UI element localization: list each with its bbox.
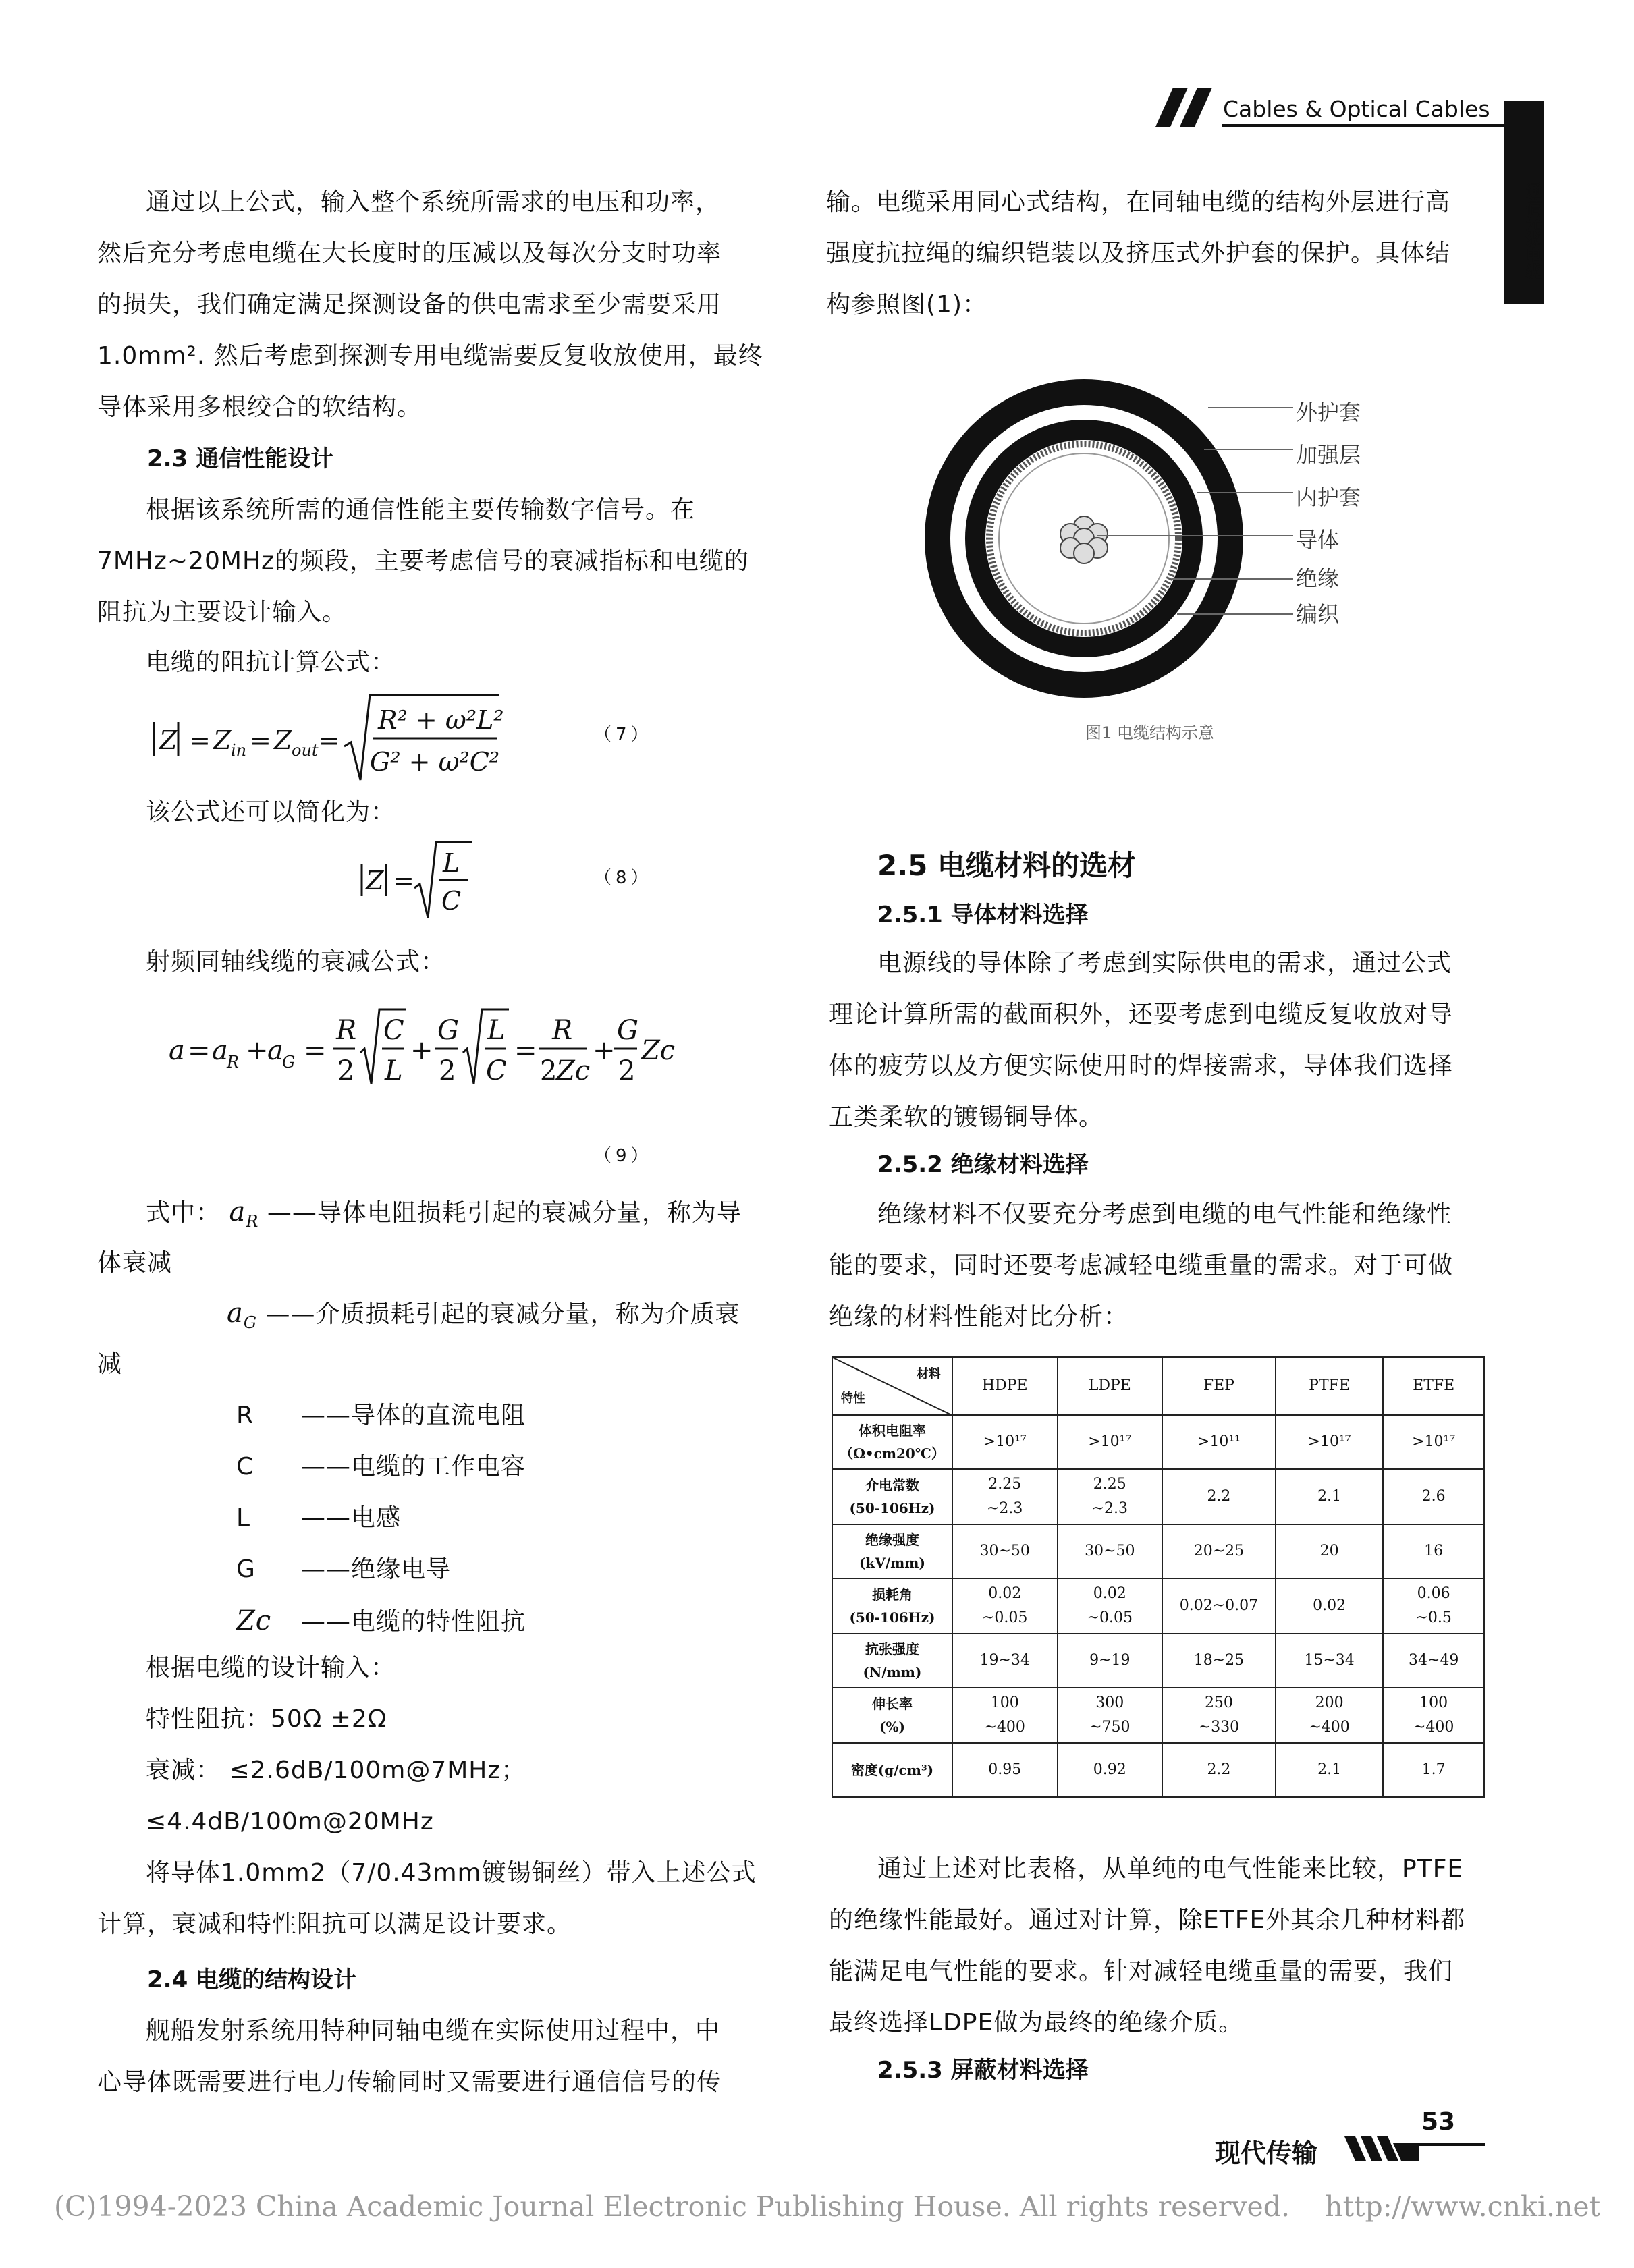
text-line: 绝缘的材料性能对比分析： xyxy=(829,1303,1129,1331)
table-value-cell: 19~34 xyxy=(952,1634,1058,1688)
text-line: 能满足电气性能的要求。针对减轻电缆重量的需要，我们 xyxy=(829,1958,1454,1985)
text-line: 最终选择LDPE做为最终的绝缘介质。 xyxy=(829,2009,1244,2037)
def-desc: ——电感 xyxy=(301,1504,402,1532)
aR-symbol: $a_R$ xyxy=(229,1196,259,1231)
svg-text:C: C xyxy=(486,1055,507,1086)
table-value-cell: 34~49 xyxy=(1383,1634,1484,1688)
equation-9 xyxy=(169,1004,682,1099)
figure-caption: 图1 电缆结构示意 xyxy=(1085,723,1214,742)
left-paragraph-2 xyxy=(97,485,765,638)
text-line: 根据电缆的设计输入： xyxy=(146,1654,396,1682)
header-slash-icon xyxy=(1141,86,1222,128)
svg-text:=: = xyxy=(189,725,211,755)
table-value-cell: 16 xyxy=(1383,1524,1484,1578)
table-header-cell: PTFE xyxy=(1276,1357,1384,1415)
aG-desc-cont: 减 xyxy=(97,1350,123,1378)
text-line: 根据该系统所需的通信性能主要传输数字信号。在 xyxy=(146,496,696,524)
svg-text:in: in xyxy=(231,741,247,760)
text-line: 特性阻抗：50Ω ±2Ω xyxy=(146,1705,387,1733)
property-line: (%) xyxy=(879,1719,905,1735)
copyright-line: (C)1994-2023 China Academic Journal Electronic Publishing House. All rights reserved. http://www.cnki.net xyxy=(54,2190,1601,2223)
svg-text:a: a xyxy=(267,1035,283,1066)
text-line: 电源线的导体除了考虑到实际供电的需求，通过公式 xyxy=(877,949,1452,977)
journal-title-en: Cables & Optical Cables xyxy=(1223,96,1490,122)
svg-text:L: L xyxy=(385,1055,403,1086)
equation-8 xyxy=(358,837,479,924)
label-inner-sheath: 内护套 xyxy=(1296,485,1361,510)
table-value-cell: 15~34 xyxy=(1276,1634,1384,1688)
svg-text:Z: Z xyxy=(366,866,384,895)
text-line: 五类柔软的镀锡铜导体。 xyxy=(829,1103,1104,1131)
table-property-cell xyxy=(832,1743,952,1797)
table-header-cell: HDPE xyxy=(952,1357,1058,1415)
svg-text:Z: Z xyxy=(274,725,292,755)
property-line: (50-106Hz) xyxy=(849,1609,935,1626)
label-reinforcement: 加强层 xyxy=(1296,442,1361,468)
equation-9-number: （9） xyxy=(594,1146,653,1166)
aR-desc-cont: 体衰减 xyxy=(97,1249,173,1277)
table-property-cell xyxy=(832,1634,952,1688)
table-value-cell: 2.6 xyxy=(1383,1469,1484,1524)
table-value-cell: >10¹¹ xyxy=(1162,1415,1276,1469)
text-line: 理论计算所需的截面积外，还要考虑到电缆反复收放对导 xyxy=(829,1001,1454,1028)
left-paragraph-3 xyxy=(97,2006,765,2108)
text-line: 体的疲劳以及方便实际使用时的焊接需求，导体我们选择 xyxy=(829,1052,1454,1080)
right-paragraph-1 xyxy=(826,177,1494,331)
text-line: 的损失，我们确定满足探测设备的供电需求至少需要采用 xyxy=(97,291,722,319)
svg-text:+: + xyxy=(593,1035,616,1066)
table-value-cell: 0.06 ~0.5 xyxy=(1383,1578,1484,1634)
property-line: (N/mm) xyxy=(863,1664,922,1680)
table-value-cell: 1.7 xyxy=(1383,1743,1484,1797)
table-header-cell: LDPE xyxy=(1058,1357,1163,1415)
table-value-cell: 2.25 ~2.3 xyxy=(952,1469,1058,1524)
property-line: (kV/mm) xyxy=(859,1555,925,1571)
table-value-cell: 100 ~400 xyxy=(1383,1688,1484,1743)
equation-7 xyxy=(148,688,526,790)
where-label: 式中： xyxy=(146,1199,221,1227)
aG-desc: ——介质损耗引起的衰减分量，称为介质衰 xyxy=(265,1300,740,1328)
table-header-cell: FEP xyxy=(1162,1357,1276,1415)
property-line: 损耗角 xyxy=(871,1586,913,1603)
text-line: 1.0mm². 然后考虑到探测专用电缆需要反复收放使用，最终 xyxy=(97,342,763,370)
section-heading-2-5: 2.5 电缆材料的选材 xyxy=(877,849,1137,882)
def-row xyxy=(236,1493,709,1544)
def-row xyxy=(236,1390,709,1441)
right-paragraph-4 xyxy=(829,1844,1497,2049)
svg-text:=: = xyxy=(304,1035,327,1066)
property-line: 伸长率 xyxy=(871,1696,913,1712)
table-value-cell: 0.02 ~0.05 xyxy=(952,1578,1058,1634)
svg-text:Z: Z xyxy=(213,725,232,755)
svg-text:=: = xyxy=(250,725,271,755)
text-line: 的绝缘性能最好。通过对计算，除ETFE外其余几种材料都 xyxy=(829,1906,1466,1934)
text-line: 绝缘材料不仅要充分考虑到电缆的电气性能和绝缘性 xyxy=(877,1200,1452,1228)
label-insulation: 绝缘 xyxy=(1296,565,1340,591)
equation-8-number: （8） xyxy=(594,868,653,888)
property-line: 体积电阻率 xyxy=(858,1422,926,1439)
table-property-cell xyxy=(832,1688,952,1743)
property-line: 抗张强度 xyxy=(865,1641,919,1657)
table-value-cell: 100 ~400 xyxy=(952,1688,1058,1743)
table-row xyxy=(832,1415,1484,1469)
svg-text:+: + xyxy=(410,1035,433,1066)
text-line: 导体采用多根绞合的软结构。 xyxy=(97,393,423,421)
svg-text:R: R xyxy=(227,1053,240,1072)
svg-text:L: L xyxy=(487,1015,506,1046)
table-value-cell: 300 ~750 xyxy=(1058,1688,1163,1743)
svg-text:G: G xyxy=(437,1015,459,1046)
header-rule xyxy=(1222,124,1505,127)
table-property-cell xyxy=(832,1524,952,1578)
svg-text:=: = xyxy=(514,1035,537,1066)
property-line: （Ω•cm20℃） xyxy=(840,1445,945,1462)
aG-symbol: $a_G$ xyxy=(227,1298,258,1332)
table-value-cell: >10¹⁷ xyxy=(1058,1415,1163,1469)
property-line: 绝缘强度 xyxy=(865,1532,919,1548)
corner-bottom-label: 特性 xyxy=(841,1391,865,1406)
section-heading-2-5-1: 2.5.1 导体材料选择 xyxy=(877,902,1089,929)
table-header-row xyxy=(832,1357,1484,1415)
footer-rule xyxy=(1417,2143,1485,2146)
table-corner-cell xyxy=(832,1357,952,1415)
text-line: 阻抗为主要设计输入。 xyxy=(97,599,348,626)
table-row xyxy=(832,1469,1484,1524)
svg-text:R: R xyxy=(336,1015,357,1046)
def-symbol: C xyxy=(236,1453,254,1481)
material-comparison-table xyxy=(832,1356,1485,1798)
footer-slash-icon xyxy=(1344,2135,1419,2162)
svg-text:G² + ω²C²: G² + ω²C² xyxy=(370,747,500,777)
text-line: 能的要求，同时还要考虑减轻电缆重量的需求。对于可做 xyxy=(829,1252,1454,1279)
svg-text:C: C xyxy=(383,1015,404,1046)
text-line: 舰船发射系统用特种同轴电缆在实际使用过程中，中 xyxy=(146,2017,721,2045)
text-line: 心导体既需要进行电力传输同时又需要进行通信信号的传 xyxy=(97,2068,722,2096)
aR-desc: ——导体电阻损耗引起的衰减分量，称为导 xyxy=(267,1199,742,1227)
table-value-cell: 20~25 xyxy=(1162,1524,1276,1578)
table-property-cell xyxy=(832,1415,952,1469)
section-heading-2-3: 2.3 通信性能设计 xyxy=(147,445,334,472)
table-value-cell: 0.02~0.07 xyxy=(1162,1578,1276,1634)
text-line: 强度抗拉绳的编织铠装以及挤压式外护套的保护。具体结 xyxy=(826,240,1451,267)
text-line: 输。电缆采用同心式结构，在同轴电缆的结构外层进行高 xyxy=(826,188,1451,216)
table-value-cell: 2.2 xyxy=(1162,1743,1276,1797)
property-line: 介电常数 xyxy=(865,1477,919,1493)
property-line: (50-106Hz) xyxy=(849,1500,935,1516)
svg-text:=: = xyxy=(393,866,414,895)
svg-text:+: + xyxy=(246,1035,269,1066)
table-row xyxy=(832,1524,1484,1578)
table-property-cell xyxy=(832,1469,952,1524)
table-value-cell: 0.95 xyxy=(952,1743,1058,1797)
table-row xyxy=(832,1634,1484,1688)
svg-text:C: C xyxy=(441,886,462,916)
def-symbol: L xyxy=(236,1504,251,1532)
table-value-cell: 0.02 xyxy=(1276,1578,1384,1634)
table-value-cell: 30~50 xyxy=(952,1524,1058,1578)
label-conductor: 导体 xyxy=(1296,527,1340,553)
svg-text:=: = xyxy=(188,1035,211,1066)
table-row xyxy=(832,1688,1484,1743)
text-line: 计算，衰减和特性阻抗可以满足设计要求。 xyxy=(97,1910,572,1938)
table-value-cell: 2.1 xyxy=(1276,1743,1384,1797)
page-number: 53 xyxy=(1421,2108,1456,2136)
def-symbol: G xyxy=(236,1555,256,1583)
corner-top-label: 材料 xyxy=(916,1367,941,1381)
property-line: 密度(g/cm³) xyxy=(850,1762,934,1778)
svg-text:2: 2 xyxy=(337,1055,355,1086)
section-heading-2-5-2: 2.5.2 绝缘材料选择 xyxy=(877,1151,1089,1178)
table-value-cell: 250 ~330 xyxy=(1162,1688,1276,1743)
svg-text:Zc: Zc xyxy=(641,1035,676,1066)
journal-title-cn: 现代传输 xyxy=(1215,2138,1318,2168)
table-value-cell: 20 xyxy=(1276,1524,1384,1578)
equation-7-number: （7） xyxy=(594,725,653,745)
table-property-cell xyxy=(832,1578,952,1634)
table-value-cell: 2.1 xyxy=(1276,1469,1384,1524)
table-row xyxy=(832,1743,1484,1797)
svg-text:2: 2 xyxy=(618,1055,636,1086)
right-paragraph-3 xyxy=(829,1189,1497,1343)
right-paragraph-2 xyxy=(829,938,1497,1143)
table-value-cell: 0.92 xyxy=(1058,1743,1163,1797)
svg-text:=: = xyxy=(319,725,340,755)
svg-text:2: 2 xyxy=(439,1055,456,1086)
svg-text:G: G xyxy=(282,1053,296,1072)
def-desc: ——绝缘电导 xyxy=(301,1555,452,1583)
simplify-intro: 该公式还可以简化为： xyxy=(146,798,396,826)
text-line: 通过以上公式，输入整个系统所需求的电压和功率， xyxy=(146,188,721,216)
svg-text:R² + ω²L²: R² + ω²L² xyxy=(378,705,504,735)
aG-definition xyxy=(227,1288,740,1348)
label-braid: 编织 xyxy=(1296,601,1340,627)
def-desc: ——电缆的工作电容 xyxy=(301,1453,526,1481)
table-value-cell: 18~25 xyxy=(1162,1634,1276,1688)
table-value-cell: >10¹⁷ xyxy=(952,1415,1058,1469)
table-value-cell: >10¹⁷ xyxy=(1383,1415,1484,1469)
def-symbol: R xyxy=(236,1402,254,1429)
table-value-cell: 200 ~400 xyxy=(1276,1688,1384,1743)
text-line: 然后充分考虑电缆在大长度时的压减以及每次分支时功率 xyxy=(97,240,722,267)
table-row xyxy=(832,1578,1484,1634)
design-inputs xyxy=(97,1642,765,1950)
table-value-cell: 2.25 ~2.3 xyxy=(1058,1469,1163,1524)
cable-structure-figure xyxy=(925,364,1451,729)
aR-definition xyxy=(146,1186,742,1247)
def-row xyxy=(236,1595,709,1648)
svg-text:a: a xyxy=(212,1035,228,1066)
table-header-cell: ETFE xyxy=(1383,1357,1484,1415)
table-value-cell: 30~50 xyxy=(1058,1524,1163,1578)
svg-text:Zc: Zc xyxy=(556,1055,591,1086)
table-value-cell: 9~19 xyxy=(1058,1634,1163,1688)
side-vertical-label: 通信光缆电缆 xyxy=(1523,182,1542,279)
svg-text:2: 2 xyxy=(540,1055,557,1086)
table-value-cell: 0.02 ~0.05 xyxy=(1058,1578,1163,1634)
text-line: 通过上述对比表格，从单纯的电气性能来比较，PTFE xyxy=(877,1855,1464,1883)
text-line: 将导体1.0mm2（7/0.43mm镀锡铜丝）带入上述公式 xyxy=(146,1859,757,1887)
text-line: 衰减： ≤2.6dB/100m@7MHz； xyxy=(146,1757,526,1784)
figure-labels xyxy=(1296,391,1361,636)
svg-text:out: out xyxy=(292,741,319,760)
svg-text:a: a xyxy=(169,1035,185,1066)
svg-text:G: G xyxy=(617,1015,638,1046)
table-value-cell: 2.2 xyxy=(1162,1469,1276,1524)
svg-text:Z: Z xyxy=(159,725,178,755)
def-row xyxy=(236,1441,709,1493)
svg-text:L: L xyxy=(443,848,460,878)
def-row xyxy=(236,1544,709,1595)
attenuation-intro: 射频同轴线缆的衰减公式： xyxy=(146,948,446,976)
impedance-intro: 电缆的阻抗计算公式： xyxy=(146,648,396,676)
label-outer-sheath: 外护套 xyxy=(1296,399,1361,425)
text-line: 构参照图(1)： xyxy=(826,291,987,319)
svg-text:R: R xyxy=(552,1015,573,1046)
text-line: 7MHz~20MHz的频段，主要考虑信号的衰减指标和电缆的 xyxy=(97,547,749,575)
def-desc: ——电缆的特性阻抗 xyxy=(301,1608,526,1636)
left-paragraph-1 xyxy=(97,177,765,433)
section-heading-2-4: 2.4 电缆的结构设计 xyxy=(147,1966,357,1993)
section-heading-2-5-3: 2.5.3 屏蔽材料选择 xyxy=(877,2057,1089,2084)
def-symbol: Zc xyxy=(236,1605,272,1636)
def-desc: ——导体的直流电阻 xyxy=(301,1402,526,1429)
table-value-cell: >10¹⁷ xyxy=(1276,1415,1384,1469)
text-line: ≤4.4dB/100m@20MHz xyxy=(146,1808,434,1835)
symbol-definitions xyxy=(236,1390,709,1648)
